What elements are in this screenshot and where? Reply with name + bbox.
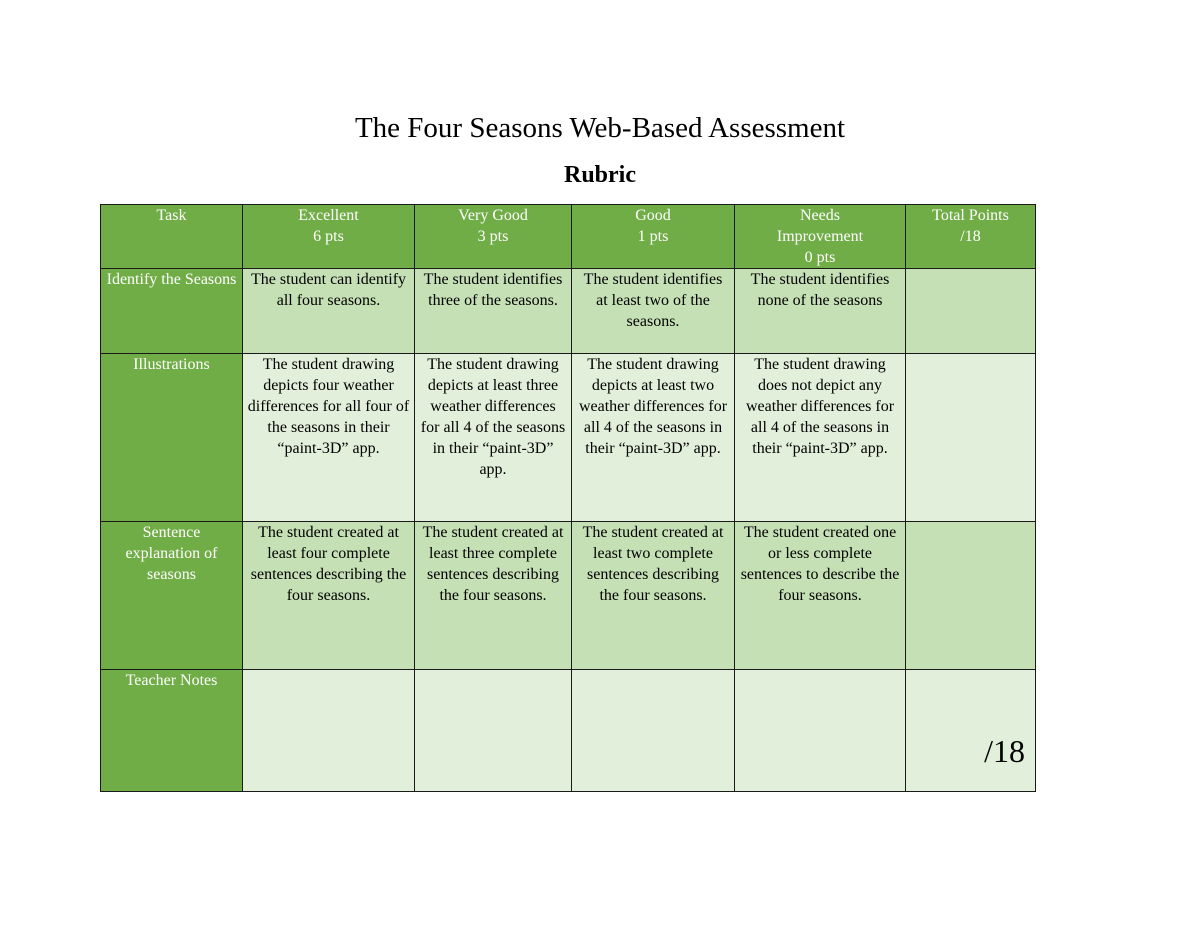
rubric-table [100,204,1036,792]
header-needs-improvement: Needs Improvement 0 pts [735,205,906,269]
criteria-cell: The student created at least four complete sentences describing the four seasons. [243,522,415,670]
notes-cell [415,670,572,792]
criteria-cell: The student created at least three complete sentences describing the four seasons. [415,522,572,670]
header-total-points: Total Points /18 [906,205,1036,269]
header-row [101,205,1036,269]
header-very-good: Very Good 3 pts [415,205,572,269]
notes-cell [572,670,735,792]
task-label: Identify the Seasons [101,269,243,354]
header-task: Task [101,205,243,269]
criteria-cell: The student drawing depicts at least two weather differences for all 4 of the seasons in their “paint-3D” app. [572,354,735,522]
criteria-cell: The student identifies three of the seasons. [415,269,572,354]
total-points-cell [906,522,1036,670]
notes-cell [243,670,415,792]
table-row [101,670,1036,792]
document-subtitle: Rubric [564,162,636,188]
criteria-cell: The student identifies none of the seasons [735,269,906,354]
task-label: Teacher Notes [101,670,243,792]
header-good: Good 1 pts [572,205,735,269]
table-row [101,522,1036,670]
total-points-cell [906,269,1036,354]
document-title: The Four Seasons Web-Based Assessment [354,112,846,144]
table-row [101,269,1036,354]
criteria-cell: The student identifies at least two of the seasons. [572,269,735,354]
criteria-cell: The student created one or less complete sentences to describe the four seasons. [735,522,906,670]
task-label: Illustrations [101,354,243,522]
criteria-cell: The student created at least two complete sentences describing the four seasons. [572,522,735,670]
total-score: /18 [984,733,1025,769]
criteria-cell: The student drawing does not depict any weather differences for all 4 of the seasons in their “paint-3D” app. [735,354,906,522]
total-points-cell [906,354,1036,522]
table-row [101,354,1036,522]
criteria-cell: The student can identify all four seasons. [243,269,415,354]
criteria-cell: The student drawing depicts at least three weather differences for all 4 of the seasons in their “paint-3D” app. [415,354,572,522]
task-label: Sentence explanation of seasons [101,522,243,670]
header-excellent: Excellent 6 pts [243,205,415,269]
notes-cell [735,670,906,792]
total-points-cell [906,670,1036,792]
criteria-cell: The student drawing depicts four weather differences for all four of the seasons in their “paint-3D” app. [243,354,415,522]
